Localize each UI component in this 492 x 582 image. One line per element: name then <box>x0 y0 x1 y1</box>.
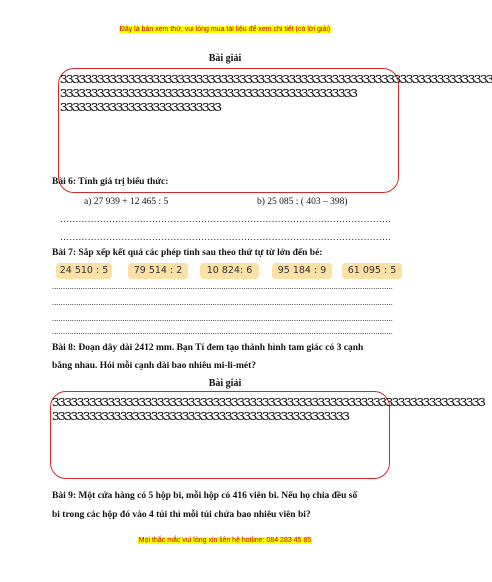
answer-line: ɜɜɜɜɜɜɜɜɜɜɜɜɜɜɜɜɜɜɜɜɜɜɜɜɜɜɜɜɜɜɜɜɜɜɜɜɜɜɜɜɜɜɜɜɜɜɜɜ <box>52 408 349 424</box>
answer-box-1-content <box>60 71 492 115</box>
expression-chip: 61 095 : 5 <box>342 263 402 279</box>
answer-line: ɜɜɜɜɜɜɜɜɜɜɜɜɜɜɜɜɜɜɜɜɜɜɜɜɜɜɜɜɜɜɜɜɜɜɜɜɜɜɜɜɜɜɜɜɜɜɜɜɜɜɜɜɜɜɜɜɜɜɜɜɜɜɜɜɜɜɜɜɜɜ <box>52 394 485 410</box>
answer-line: ɜɜɜɜɜɜɜɜɜɜɜɜɜɜɜɜɜɜɜɜɜɜɜɜɜɜɜɜɜɜɜɜɜɜɜɜɜɜɜɜɜɜɜɜɜɜɜɜɜɜɜɜɜɜɜɜɜɜɜɜɜɜɜɜɜɜɜɜɜɜ <box>60 71 492 87</box>
answer-line: ɜɜɜɜɜɜɜɜɜɜɜɜɜɜɜɜɜɜɜɜɜɜɜɜɜɜ <box>60 99 221 115</box>
q7-answer-line-2: ........................................................................................................................................................... <box>52 298 393 307</box>
q6-part-b: b) 25 085 : ( 403 – 398) <box>257 197 348 207</box>
expression-chip: 95 184 : 9 <box>272 263 332 279</box>
expression-chip: 24 510 : 5 <box>56 263 112 279</box>
expression-chip: 10 824: 6 <box>200 263 259 279</box>
answer-box-2-content <box>52 394 485 424</box>
hotline-text: Mọi thắc mắc vui lòng xin liên hệ hotline: 084 283 45 85 <box>138 537 312 544</box>
q8-line-2: bằng nhau. Hỏi mỗi cạnh dài bao nhiêu mi-li-mét? <box>52 361 257 371</box>
answer-line: ɜɜɜɜɜɜɜɜɜɜɜɜɜɜɜɜɜɜɜɜɜɜɜɜɜɜɜɜɜɜɜɜɜɜɜɜɜɜɜɜɜɜɜɜɜɜɜɜ <box>60 85 357 101</box>
hotline-banner <box>0 537 450 544</box>
q6-part-a: a) 27 939 + 12 465 : 5 <box>84 197 169 207</box>
preview-notice-text: Đây là bản xem thử, vui lòng mua tài liệu để xem chi tiết (có lời giải) <box>119 26 331 33</box>
solution-heading-1: Bài giải <box>208 53 242 64</box>
q6-title: Bài 6: Tính giá trị biểu thức: <box>52 177 169 187</box>
q8-line-1: Bài 8: Đoạn dây dài 2412 mm. Bạn Tí đem tạo thành hình tam giác có 3 cạnh <box>52 343 364 353</box>
q7-title: Bài 7: Sắp xếp kết quả các phép tính sau theo thứ tự từ lớn đến bé: <box>52 248 323 258</box>
q9-line-1: Bài 9: Một cửa hàng có 5 hộp bi, mỗi hộp có 416 viên bi. Nếu họ chia đều số <box>52 491 358 501</box>
q9-line-2: bi trong các hộp đó vào 4 túi thì mỗi túi chứa bao nhiêu viên bi? <box>52 510 311 520</box>
q7-answer-line-1: ........................................................................................................................................................... <box>52 282 393 291</box>
q7-answer-line-4: ........................................................................................................................................................... <box>52 327 393 336</box>
q6-answer-line-2: ……………………………………………………………………………………………… <box>60 232 392 242</box>
solution-heading-2: Bài giải <box>208 378 242 389</box>
expression-chip: 79 514 : 2 <box>128 263 188 279</box>
q6-answer-line-1: ……………………………………………………………………………………………… <box>60 214 392 224</box>
q7-answer-line-3: ........................................................................................................................................................... <box>52 314 393 323</box>
preview-notice-banner <box>0 26 450 33</box>
